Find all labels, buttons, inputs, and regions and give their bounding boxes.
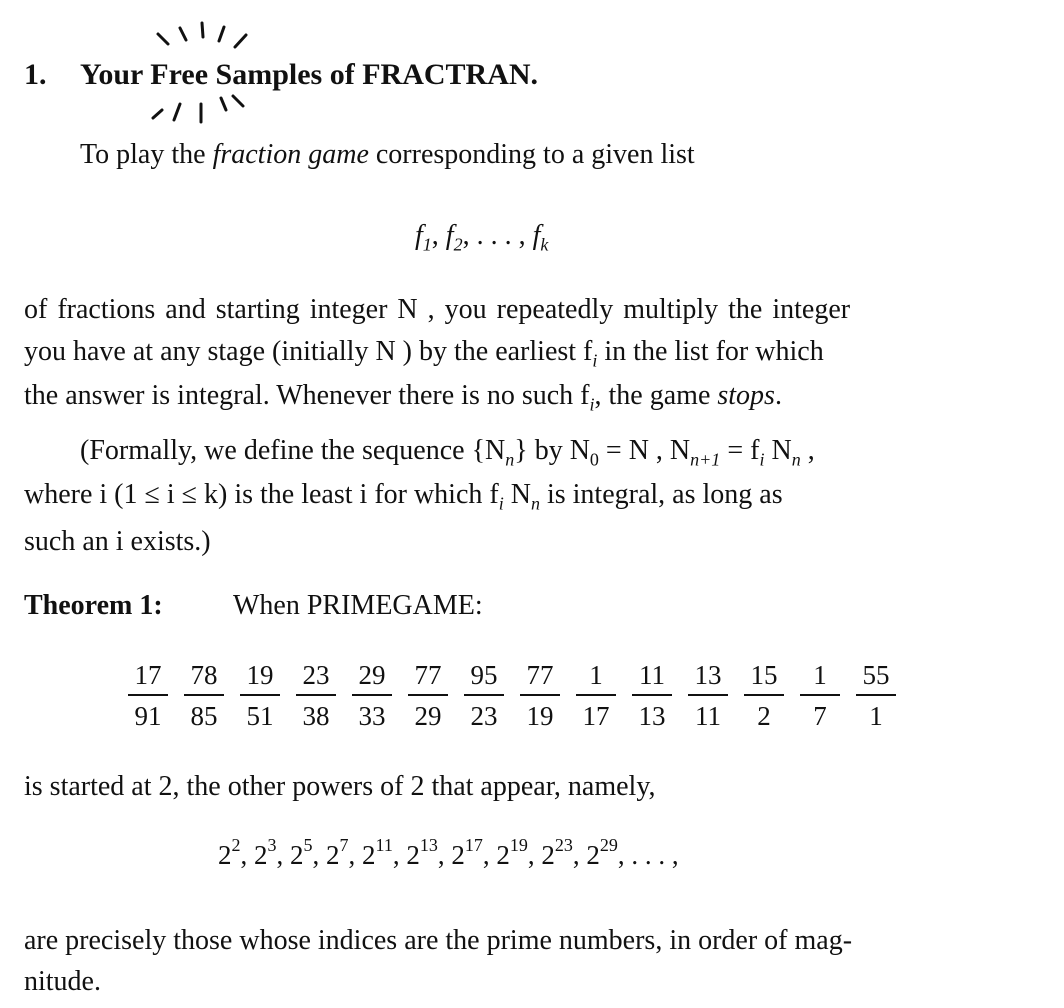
power-exponent: 3 — [267, 835, 277, 855]
para1-line3-mid: , the game — [594, 380, 718, 411]
power-term — [254, 835, 277, 870]
fraction-list — [415, 222, 548, 254]
list-sub2: 2 — [453, 234, 463, 255]
power-exponent: 2 — [231, 835, 241, 855]
fraction — [176, 660, 232, 732]
para2-line1-b: } by N — [514, 435, 590, 466]
power-exponent: 19 — [509, 835, 528, 855]
para2-line1-e: N — [764, 435, 792, 466]
fraction — [400, 660, 456, 732]
para2-line2-b: N — [503, 479, 531, 510]
para2-line2-sub-i: i — [498, 493, 504, 514]
power-term — [541, 835, 573, 870]
fraction-numerator: 1 — [813, 660, 827, 690]
section-number: 1. — [24, 58, 47, 91]
fraction-denominator: 7 — [813, 701, 827, 731]
para2-line1-c: = N , N — [598, 435, 691, 466]
fraction-numerator: 13 — [694, 660, 722, 690]
theorem-text: When PRIMEGAME: — [233, 590, 483, 621]
fraction-denominator: 29 — [414, 701, 442, 731]
para2-line1-d: = f — [720, 435, 760, 466]
para2-line2-text: where i (1 ≤ i ≤ k) is the least i for which f — [24, 479, 499, 510]
fraction-numerator: 19 — [246, 660, 274, 690]
powers-tail: , . . . , — [617, 840, 679, 870]
para1-line3-emphasis: stops — [717, 380, 775, 411]
power-base: 2 — [254, 840, 268, 870]
para1-line2-text: you have at any stage (initially N ) by the earliest f — [24, 336, 593, 367]
power-base: 2 — [496, 840, 510, 870]
power-base: 2 — [541, 840, 555, 870]
fraction — [792, 660, 848, 732]
power-term — [290, 835, 313, 870]
fraction — [736, 660, 792, 732]
started-line: is started at 2, the other powers of 2 that appear, namely, — [24, 771, 656, 802]
para2-line1-text: (Formally, we define the sequence {N — [80, 435, 506, 466]
para1-line2-sub: i — [592, 350, 598, 371]
intro-text-a: To play the — [80, 139, 213, 170]
power-term — [362, 835, 393, 870]
power-base: 2 — [406, 840, 420, 870]
fraction-denominator: 85 — [190, 701, 218, 731]
power-term — [326, 835, 349, 870]
fraction — [624, 660, 680, 732]
power-base: 2 — [362, 840, 376, 870]
para1-line2 — [24, 338, 824, 370]
fraction-denominator: 17 — [582, 701, 610, 731]
list-f2: f — [445, 220, 454, 251]
conclusion-line1: are precisely those whose indices are the prime numbers, in order of mag- — [24, 925, 853, 956]
para2-line2-c: is integral, as long as — [539, 479, 783, 510]
fraction-denominator: 51 — [246, 701, 274, 731]
para2-sub-n1: n+1 — [690, 449, 721, 470]
power-term — [218, 835, 241, 870]
fraction-numerator: 23 — [302, 660, 330, 690]
power-base: 2 — [218, 840, 232, 870]
fraction — [456, 660, 512, 732]
para1-line3-sub: i — [589, 394, 595, 415]
fraction-denominator: 19 — [526, 701, 554, 731]
fraction — [288, 660, 344, 732]
power-exponent: 11 — [375, 835, 393, 855]
para2-sub-n: n — [505, 449, 515, 470]
fraction-denominator: 11 — [695, 701, 721, 731]
fraction-denominator: 33 — [358, 701, 386, 731]
fraction — [512, 660, 568, 732]
power-exponent: 29 — [599, 835, 618, 855]
fraction — [344, 660, 400, 732]
para1-line3-text: the answer is integral. Whenever there is no such f — [24, 380, 590, 411]
fraction-denominator: 13 — [638, 701, 666, 731]
para2-sub-i: i — [759, 449, 765, 470]
para1-line3 — [24, 382, 782, 414]
fraction-denominator: 38 — [302, 701, 330, 731]
fraction-numerator: 78 — [190, 660, 218, 690]
power-base: 2 — [586, 840, 600, 870]
para2-line3: such an i exists.) — [24, 526, 211, 557]
para2-line2 — [24, 481, 783, 513]
fraction-denominator: 2 — [757, 701, 771, 731]
primegame-fractions — [120, 660, 904, 732]
fraction-denominator: 23 — [470, 701, 498, 731]
fraction-numerator: 29 — [358, 660, 386, 690]
para2-line2-sub-n: n — [530, 493, 540, 514]
power-base: 2 — [326, 840, 340, 870]
power-exponent: 13 — [419, 835, 438, 855]
para1-line3-end: . — [774, 380, 782, 411]
conclusion-line2: nitude. — [24, 966, 101, 997]
fraction-denominator: 1 — [869, 701, 883, 731]
section-title: Your Free Samples of FRACTRAN. — [80, 58, 539, 91]
power-term — [451, 835, 483, 870]
power-term — [586, 835, 618, 870]
fraction-numerator: 55 — [862, 660, 890, 690]
para2-sub-0: 0 — [589, 449, 599, 470]
para1-line1: of fractions and starting integer N , you repeatedly multiply the integer — [24, 294, 851, 325]
fraction-denominator: 91 — [134, 701, 162, 731]
power-base: 2 — [451, 840, 465, 870]
para2-sub-n2: n — [791, 449, 801, 470]
fraction-numerator: 95 — [470, 660, 498, 690]
fraction — [120, 660, 176, 732]
power-term — [496, 835, 528, 870]
fraction-numerator: 1 — [589, 660, 603, 690]
fraction — [232, 660, 288, 732]
para1-line2-end: in the list for which — [597, 336, 824, 367]
burst-bottom-icon — [0, 0, 1, 1]
para2-line1 — [80, 437, 815, 469]
list-sub1: 1 — [422, 234, 432, 255]
list-sep: , — [431, 220, 446, 251]
power-exponent: 23 — [554, 835, 573, 855]
power-term — [406, 835, 438, 870]
fraction-numerator: 77 — [414, 660, 442, 690]
power-exponent: 7 — [339, 835, 349, 855]
theorem-label: Theorem 1: — [24, 590, 163, 621]
fraction — [680, 660, 736, 732]
list-fk: f — [532, 220, 541, 251]
list-dots: , . . . , — [462, 220, 526, 251]
fraction — [568, 660, 624, 732]
fraction-numerator: 15 — [750, 660, 778, 690]
list-f1: f — [415, 220, 423, 251]
list-subk: k — [540, 234, 549, 255]
power-exponent: 5 — [303, 835, 313, 855]
fraction-numerator: 11 — [639, 660, 665, 690]
fraction-numerator: 17 — [134, 660, 162, 690]
intro-line — [80, 141, 695, 169]
fraction-numerator: 77 — [526, 660, 554, 690]
power-base: 2 — [290, 840, 304, 870]
para2-line1-f: , — [800, 435, 815, 466]
fraction — [848, 660, 904, 732]
intro-text-b: corresponding to a given list — [368, 139, 695, 170]
power-exponent: 17 — [464, 835, 483, 855]
powers-of-two: $2^2$, $2^3$, $2^5$, $2^7$, $2^{11}$, $2^{13}$, $2^{17}$, $2^{19}$, $2^{23}$, $2^{29}$, . . . , — [218, 835, 679, 870]
intro-emphasis: fraction game — [212, 139, 369, 170]
